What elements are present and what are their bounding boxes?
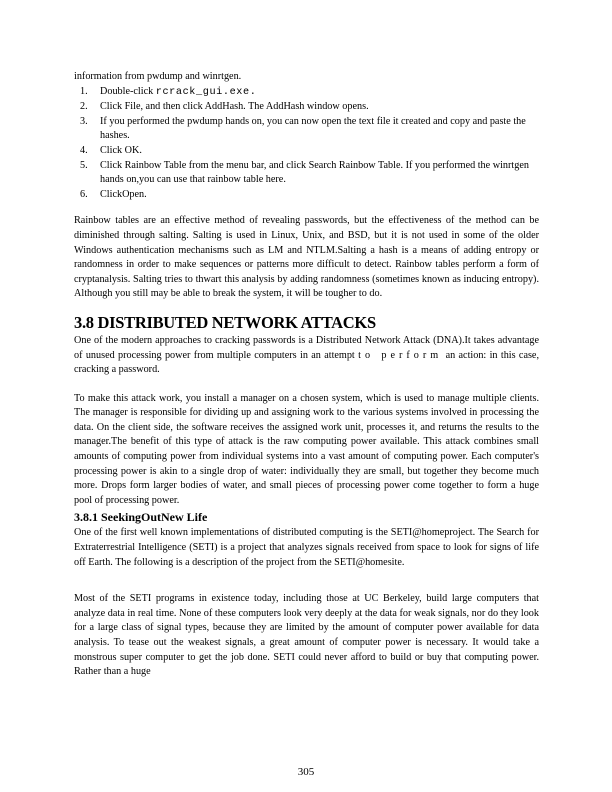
list-item [80, 115, 539, 144]
step-text: Click OK. [100, 144, 142, 156]
step-number: 3. [80, 115, 88, 127]
dna-text-b: an action: in this case, cracking a password. [74, 349, 539, 376]
rainbow-paragraph: Rainbow tables are an effective method of revealing passwords, but the effectiveness of the method can be diminished through salting. Salting is used in Linux, Unix, and BSD, but it is not used in some of the older Windows authentication mechanisms such as LM and NTLM.Salting a hash is a means of adding entropy or randomness in order to make sequences or patterns more difficult to detect. Rainbow tables perform a form of cryptanalysis. Salting tries to thwart this analysis by adding randomness (sometimes known as inducing entropy). Although you still may be able to break the system, it will be tougher to do. [74, 215, 539, 300]
page-number: 305 [297, 766, 315, 778]
section-heading: 3.8 DISTRIBUTED NETWORK ATTACKS [74, 312, 376, 332]
document-page [74, 70, 539, 680]
list-item [80, 188, 539, 203]
manager-paragraph: To make this attack work, you install a manager on a chosen system, which is used to manage multiple clients. The manager is responsible for dividing up and assigning work to the various systems involved in processing the data. On the client side, the software receives the assigned work unit, processes it, and returns the results to the manager.The benefit of this type of attack is the raw computing power available. This attack combines small amounts of computing power from individual systems into a vast amount of computing power. Each computer's processing power is akin to a single drop of water: individually they are small, but together they become much more. Drops form larger bodies of water, and small pieces of processing power come together to form a huge pool of processing power. [74, 392, 539, 506]
step-number: 1. [80, 85, 88, 97]
step-number: 5. [80, 159, 88, 171]
step-code: rcrack_gui.exe. [155, 86, 257, 98]
dna-paragraph [74, 334, 539, 378]
step-text: ClickOpen. [100, 188, 147, 200]
list-item [80, 100, 539, 115]
dna-text-spaced: to perform [358, 349, 443, 361]
steps-list [74, 85, 539, 203]
intro-line: information from pwdump and winrtgen. [74, 71, 242, 82]
dna-text-a: One of the modern approaches to cracking passwords is a Distributed Network Attack (DNA).It takes advantage of unused processing power from multiple computers in an attempt [74, 334, 539, 361]
subsection-heading: 3.8.1 SeekingOutNew Life [74, 510, 208, 525]
step-number: 6. [80, 188, 88, 200]
step-number: 2. [80, 101, 88, 113]
step-text: If you performed the pwdump hands on, you can now open the text file it created and copy and paste the hashes. [100, 115, 526, 142]
list-item [80, 85, 539, 101]
step-text: Double-click [100, 85, 156, 97]
seti-paragraph: One of the first well known implementations of distributed computing is the SETI@homeproject. The Search for Extraterrestrial Intelligence (SETI) is a project that analyzes signals received from space to look for signs of life off Earth. The following is a description of the project from the SETI@homesite. [74, 527, 539, 568]
list-item [80, 144, 539, 159]
step-number: 4. [80, 144, 88, 156]
step-text: Click Rainbow Table from the menu bar, and click Search Rainbow Table. If you performed the winrtgen hands on,you can use that rainbow table here. [100, 159, 529, 186]
step-text: Click File, and then click AddHash. The AddHash window opens. [100, 101, 369, 113]
list-item [80, 159, 539, 188]
seti-programs-paragraph: Most of the SETI programs in existence today, including those at UC Berkeley, build large computers that analyze data in real time. None of these computers look very deeply at the data for weak signals, nor do they look for a large class of signal types, because they are limited by the amount of computer power available for data analysis. To tease out the weakest signals, a great amount of computer power is necessary. It would take a monstrous super computer to get the job done. SETI could never afford to build or buy that computing power. Rather than a huge [74, 593, 539, 678]
